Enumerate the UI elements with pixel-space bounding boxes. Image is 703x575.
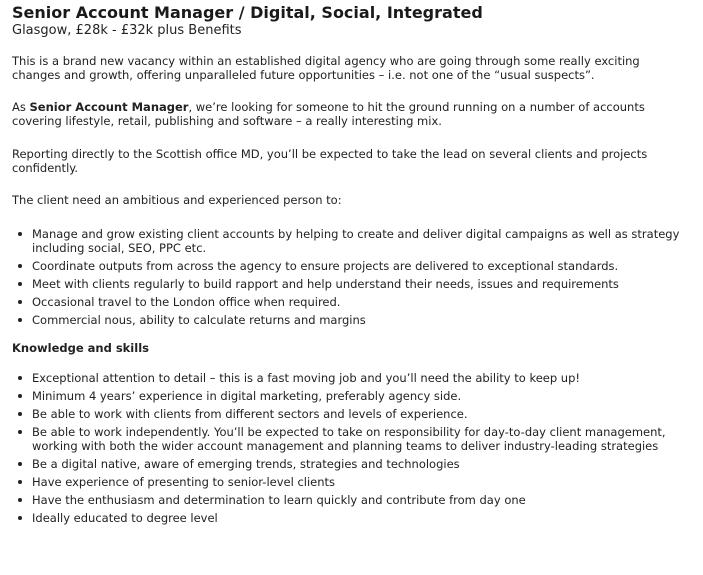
reporting-paragraph: Reporting directly to the Scottish office MD, you’ll be expected to take the lead on several clients and projects confidently. bbox=[12, 147, 648, 175]
list-item: Be able to work with clients from different sectors and levels of experience. bbox=[32, 407, 691, 421]
job-location-salary: Glasgow, £28k - £32k plus Benefits bbox=[12, 23, 242, 38]
role-paragraph-rest: , we’re looking for someone to hit the ground running on a number of accounts covering lifestyle, retail, publishing and software – a really interesting mix. bbox=[12, 100, 645, 128]
requirements-intro: The client need an ambitious and experienced person to: bbox=[12, 193, 342, 207]
responsibilities-list bbox=[12, 227, 691, 327]
list-item: Be able to work independently. You’ll be expected to take on responsibility for day-to-day client management, working with both the wider account management and planning teams to deliver industry-leading strategies bbox=[32, 425, 691, 453]
role-paragraph-prefix: As bbox=[12, 100, 30, 114]
job-title: Senior Account Manager / Digital, Social, Integrated bbox=[12, 3, 483, 22]
list-item: Minimum 4 years’ experience in digital marketing, preferably agency side. bbox=[32, 389, 691, 403]
list-item: Exceptional attention to detail – this is a fast moving job and you’ll need the ability to keep up! bbox=[32, 371, 691, 385]
skills-heading: Knowledge and skills bbox=[12, 341, 149, 355]
list-item: Be a digital native, aware of emerging trends, strategies and technologies bbox=[32, 457, 691, 471]
skills-list bbox=[12, 371, 691, 525]
list-item: Ideally educated to degree level bbox=[32, 511, 691, 525]
role-name: Senior Account Manager bbox=[29, 100, 189, 114]
role-paragraph bbox=[12, 100, 691, 128]
list-item: Coordinate outputs from across the agency to ensure projects are delivered to exceptional standards. bbox=[32, 259, 691, 273]
list-item: Occasional travel to the London office when required. bbox=[32, 295, 691, 309]
list-item: Manage and grow existing client accounts by helping to create and deliver digital campaigns as well as strategy including social, SEO, PPC etc. bbox=[32, 227, 691, 255]
list-item: Have the enthusiasm and determination to learn quickly and contribute from day one bbox=[32, 493, 691, 507]
list-item: Meet with clients regularly to build rapport and help understand their needs, issues and requirements bbox=[32, 277, 691, 291]
list-item: Have experience of presenting to senior-level clients bbox=[32, 475, 691, 489]
list-item: Commercial nous, ability to calculate returns and margins bbox=[32, 313, 691, 327]
intro-paragraph: This is a brand new vacancy within an established digital agency who are going through some really exciting changes and growth, offering unparalleled future opportunities – i.e. not one of the “usual suspects”. bbox=[12, 54, 640, 82]
